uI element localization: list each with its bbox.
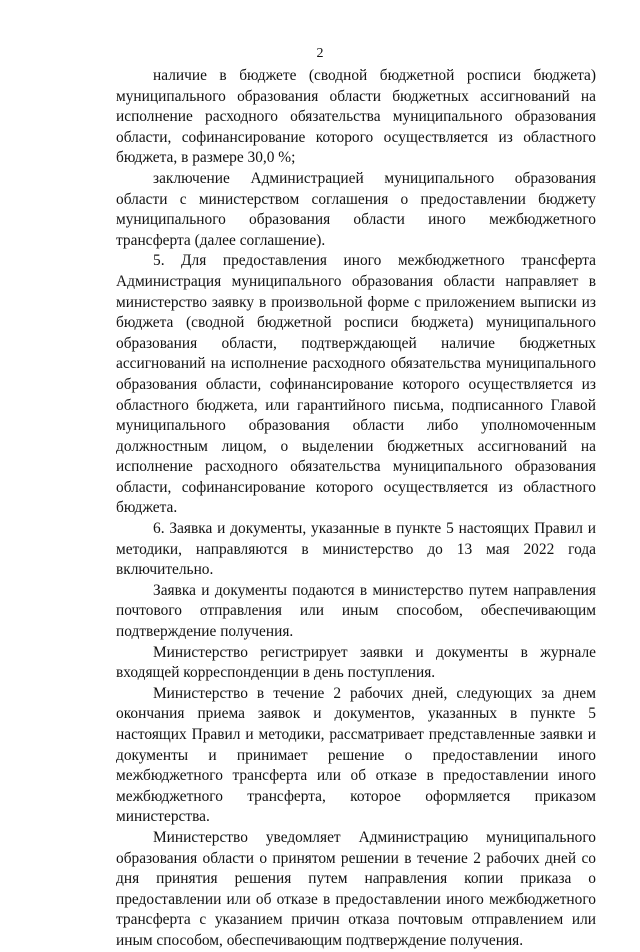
paragraph-review: Министерство в течение 2 рабочих дней, следующих за днем окончания приема заявок и документов, указанных в пункте 5 настоящих Правил и методики, рассматривает представленные заявки и документы и принимает решение о предоставлении иного межбюджетного трансферта или об отказе в предоставлении иного межбюджетного трансферта, которое оформляется приказом министерства. [116,684,596,826]
paragraph-submission: Заявка и документы подаются в министерство путем направления почтового отправления или иным способом, обеспечивающим подтверждение получения. [116,581,596,641]
paragraph-item-5: 5. Для предоставления иного межбюджетного трансферта Администрация муниципального образования области направляет в министерство заявку в произвольной форме с приложением выписки из бюджета (сводной бюджетной росписи бюджета) муниципального образования области, подтверждающей наличие бюджетных ассигнований на исполнение расходного обязательства муниципального образования области, софинансирование которого осуществляется из областного бюджета, или гарантийного письма, подписанного Главой муниципального образования области либо уполномоченным должностным лицом, о выделении бюджетных ассигнований на исполнение расходного обязательства муниципального образования области, софинансирование которого осуществляется из областного бюджета. [116,252,596,517]
paragraph-registration: Министерство регистрирует заявки и документы в журнале входящей корреспонденции в день поступления. [116,643,596,682]
paragraph-agreement: заключение Администрацией муниципального образования области с министерством соглашения о предоставлении бюджету муниципального образования области иного межбюджетного трансферта (далее соглашение). [116,169,596,249]
document-body [116,66,596,952]
paragraph-notification: Министерство уведомляет Администрацию муниципального образования области о принятом решении в течение 2 рабочих дней со дня принятия решения путем направления копии приказа о предоставлении или об отказе в предоставлении иного межбюджетного трансферта с указанием причин отказа почтовым отправлением или иным способом, обеспечивающим подтверждение получения. [116,828,596,949]
paragraph-item-6: 6. Заявка и документы, указанные в пункте 5 настоящих Правил и методики, направляются в министерство до 13 мая 2022 года включительно. [116,520,596,579]
page-number: 2 [316,46,324,61]
paragraph-budget-availability: наличие в бюджете (сводной бюджетной росписи бюджета) муниципального образования области бюджетных ассигнований на исполнение расходного обязательства муниципального образования области, софинансирование которого осуществляется из областного бюджета, в размере 30,0 %; [116,67,596,167]
